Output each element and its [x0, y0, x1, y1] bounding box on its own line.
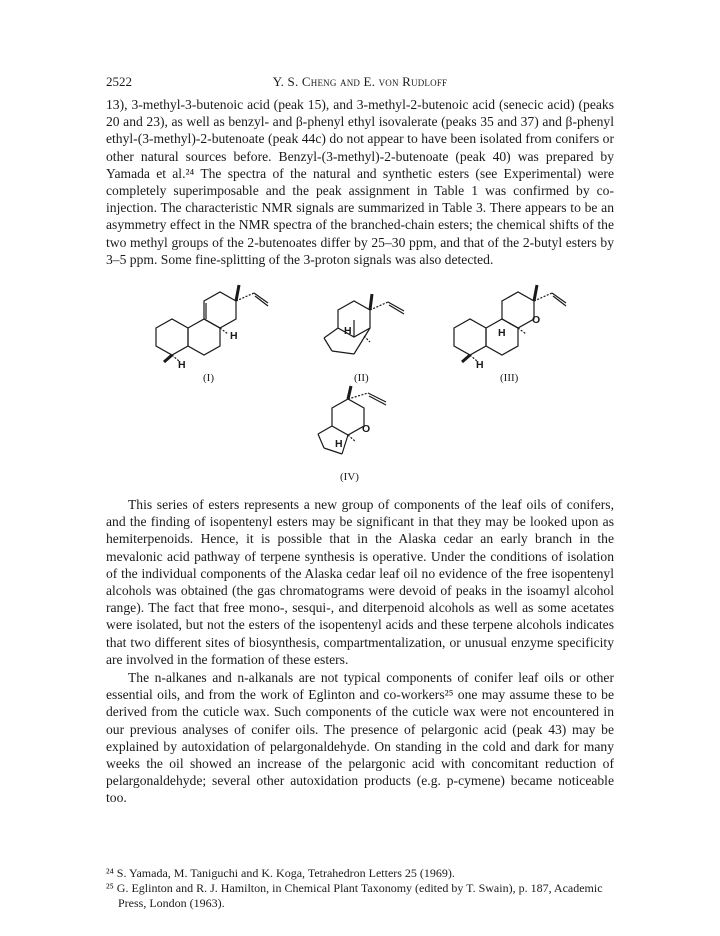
paragraph-3-text: The n-alkanes and n-alkanals are not typical components of conifer leaf oils or other essential oils, and from the work of Eglinton and co-workers²⁵ one may assume these to be derived from the cuticle wax. Such components of the cuticle wax were not encountered in our previous analyses of conifer oils. The presence of pelargonic acid (peak 43) may be explained by autoxidation of pelargonaldehyde. On standing in the cold and dark for many weeks the oil showed an increase of the pelargonic acid with concomitant reduction of pelargonaldehyde; several other autoxidation products (e.g. p-cymene) became noticeable too.: [106, 670, 614, 806]
chemical-structures: [106, 276, 614, 488]
structure-i-h-hash: [220, 328, 228, 334]
structure-iv-label: (IV): [340, 471, 359, 483]
structure-i-wedge: [236, 285, 239, 301]
footnote-24: ²⁴ S. Yamada, M. Taniguchi and K. Koga, Tetrahedron Letters 25 (1969).: [106, 866, 455, 880]
running-title: Y. S. Cheng and E. von Rudloff: [272, 74, 448, 89]
structure-iv-wedge: [348, 386, 351, 399]
structure-iv-chain-2: [318, 434, 324, 448]
footnote-25: ²⁵ G. Eglinton and R. J. Hamilton, in Chemical Plant Taxonomy (edited by T. Swain), p. 187, Academic Press, London (1963).: [106, 881, 603, 910]
structure-iii-o: O: [532, 314, 541, 326]
structure-i-ring-a: [156, 319, 188, 355]
structure-iv-o: O: [362, 423, 371, 435]
structure-i-h-2: H: [178, 359, 186, 371]
structure-ii-chain-1: [324, 328, 338, 338]
structure-iii-h-2: H: [476, 359, 484, 371]
structure-iii-ring-c: [502, 292, 534, 328]
structure-i-methyl-wedge: [164, 355, 172, 362]
structure-ii-label: (II): [354, 372, 369, 384]
structure-iv-chain-4: [342, 435, 348, 454]
structure-iv-ring: [332, 399, 364, 435]
structure-iii-methyl-wedge: [462, 355, 470, 362]
paragraph-1: [106, 96, 614, 268]
structure-iv-h: H: [335, 438, 343, 450]
structure-i-vinyl-1: [254, 293, 268, 303]
structure-iii-wedge: [534, 285, 537, 301]
structure-iv-chain-1: [318, 426, 332, 434]
paragraph-2-text: This series of esters represents a new group of components of the leaf oils of conifers, and the finding of isopentenyl esters may be significant in that they may be looked upon as hemiterpenoids. Hence, it is possible that in the Alaska cedar an early branch in the mevalonic acid pathway of terpene synthesis is operative. Under the conditions of isolation of the individual components of the Alaska cedar leaf oil no evidence of the free isopentenyl alcohols was obtained (the gas chromatograms were devoid of peaks in the isoamyl alcohol range). The fact that free mono-, sesqui-, and diterpenoid alcohols as well as some acetates were isolated, but not the esters of the isopentenyl acids and these terpene alcohols indicates that two different sites of biosynthesis, compartmentalization, or unusual enzyme specificity are involved in the formation of these esters.: [106, 497, 614, 667]
structure-iii: [454, 285, 566, 384]
structure-iv-hash: [348, 393, 368, 399]
structure-iii-vinyl-1: [552, 293, 566, 303]
paragraph-3: [106, 669, 614, 807]
structure-i-h-1: H: [230, 330, 238, 342]
structure-i-ring-c: [204, 292, 236, 328]
structure-ii-wedge: [370, 294, 372, 310]
structure-ii-hash: [370, 302, 388, 310]
structure-ii: [324, 294, 404, 384]
structure-i-label: (I): [203, 372, 214, 384]
structure-ii-h-hash: [364, 336, 370, 342]
structure-iii-ring-a: [454, 319, 486, 355]
paragraph-2: [106, 496, 614, 668]
structure-i: [156, 285, 268, 384]
structure-iv: [318, 386, 386, 483]
structure-i-ring-b: [188, 319, 220, 355]
structure-ii-chain-3: [332, 351, 354, 354]
footnotes: [106, 866, 614, 911]
structure-iii-h-hash: [518, 328, 526, 334]
structure-ii-h-1: H: [344, 325, 352, 337]
paragraph-1-text: 13), 3-methyl-3-butenoic acid (peak 15), and 3-methyl-2-butenoic acid (senecic acid) (peaks 20 and 23), as well as benzyl- and β-phenyl ethyl isovalerate (peaks 35 and 37) and β-phenyl ethyl-(3-methyl)-2-butenoate (peak 44c) do not appear to have been isolated from conifers or other natural sources before. Benzyl-(3-methyl)-2-butenoate (peak 40) was prepared by Yamada et al.²⁴ The spectra of the natural and synthetic esters (see Experimental) were completely superimposable and the peak assignment in Table 1 was confirmed by co-injection. The characteristic NMR signals are summarized in Table 3. There appears to be an asymmetry effect in the NMR spectra of the branched-chain esters; the chemical shifts of the two methyl groups of the 2-butenoates differ by 25–30 ppm, and that of the 2-butyl esters by 3–5 ppm. Some fine-splitting of the 3-proton signals was also detected.: [106, 97, 614, 267]
structure-iii-h-1: H: [498, 327, 506, 339]
page-number: 2522: [106, 74, 132, 89]
structure-iv-h-hash: [348, 435, 356, 442]
page-header: [106, 74, 614, 90]
structure-ii-chain-2: [324, 338, 332, 351]
structure-figure: [106, 276, 614, 488]
structure-iii-label: (III): [500, 372, 519, 384]
